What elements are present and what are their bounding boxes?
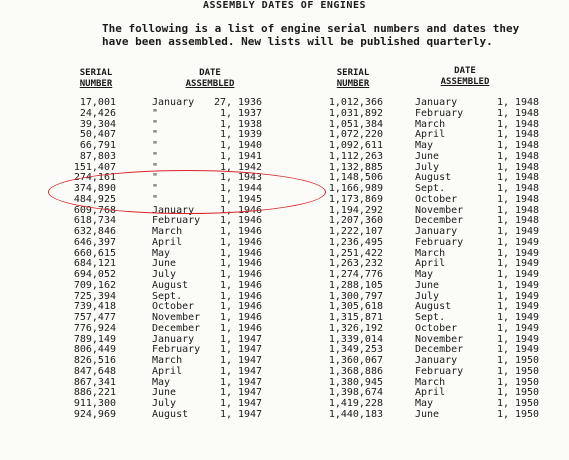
left-date-header (170, 68, 250, 90)
assembly-month: February (415, 236, 464, 248)
serial-number: 66,791 (79, 140, 116, 151)
serial-number: 806,449 (73, 344, 116, 356)
serial-number: 1,398,674 (328, 387, 383, 399)
assembly-year: 1937 (238, 107, 263, 119)
assembly-year: 1946 (238, 301, 263, 313)
assembly-day: 1, (496, 204, 509, 216)
assembly-year: 1948 (515, 118, 540, 130)
serial-number: 684,121 (73, 258, 116, 270)
assembly-year: 1949 (515, 333, 540, 345)
serial-number: 886,221 (73, 387, 116, 399)
assembly-day: 1, (496, 376, 509, 388)
assembly-month: July (415, 290, 440, 302)
assembly-month: May (415, 140, 434, 151)
assembly-day: 1, (496, 312, 509, 323)
assembly-month: August (152, 279, 189, 291)
serial-number: 646,397 (73, 236, 116, 248)
assembly-day: 1, (219, 140, 232, 151)
serial-number: 1,148,506 (328, 172, 383, 184)
table-row (0, 238, 290, 249)
assembly-year: 1945 (238, 193, 263, 205)
serial-number: 725,394 (73, 290, 116, 302)
serial-number: 24,426 (79, 107, 116, 119)
table-row (290, 109, 569, 120)
assembly-day: 1, (219, 258, 232, 270)
serial-number: 757,477 (73, 312, 116, 323)
assembly-month: " (152, 107, 159, 119)
assembly-month: November (415, 333, 464, 345)
assembly-day: 1, (496, 226, 509, 237)
assembly-day: 1, (219, 183, 232, 194)
assembly-month: " (152, 118, 159, 130)
assembly-day: 1, (496, 301, 509, 313)
serial-number: 847,648 (73, 365, 116, 377)
assembly-month: Sept. (152, 290, 183, 302)
serial-number: 1,222,107 (328, 226, 383, 237)
assembly-year: 1949 (515, 279, 540, 291)
assembly-year: 1948 (515, 129, 540, 141)
serial-number: 1,012,366 (328, 97, 383, 108)
assembly-month: December (415, 215, 464, 227)
assembly-month: " (152, 172, 159, 184)
assembly-year: 1946 (238, 215, 263, 227)
table-row (0, 324, 290, 335)
right-date-header-line2: ASSEMBLED (440, 77, 490, 87)
assembly-day: 1, (219, 161, 232, 173)
assembly-year: 1947 (238, 398, 263, 409)
assembly-month: December (152, 322, 201, 334)
serial-number: 87,803 (79, 150, 116, 162)
assembly-month: " (152, 161, 159, 173)
assembly-year: 1949 (515, 226, 540, 237)
assembly-month: May (415, 269, 434, 280)
assembly-month: February (152, 344, 201, 356)
assembly-year: 1940 (238, 140, 263, 151)
assembly-year: 1948 (515, 183, 540, 194)
table-row (290, 238, 569, 249)
table-row (290, 410, 569, 421)
serial-number: 867,341 (73, 376, 116, 388)
assembly-month: Sept. (415, 312, 446, 323)
assembly-year: 1950 (515, 408, 540, 420)
assembly-day: 1, (496, 140, 509, 151)
assembly-day: 1, (219, 226, 232, 237)
assembly-day: 1, (496, 387, 509, 399)
assembly-year: 1948 (515, 172, 540, 184)
assembly-day: 1, (496, 193, 509, 205)
assembly-day: 1, (496, 215, 509, 227)
assembly-day: 1, (496, 398, 509, 409)
serial-number: 1,173,869 (328, 193, 383, 205)
serial-number: 1,288,105 (328, 279, 383, 291)
assembly-month: January (152, 333, 195, 345)
assembly-month: March (415, 247, 446, 259)
serial-number: 1,305,618 (328, 301, 383, 313)
assembly-day: 1, (496, 150, 509, 162)
assembly-day: 1, (219, 150, 232, 162)
assembly-year: 1948 (515, 204, 540, 216)
assembly-month: May (152, 247, 171, 259)
assembly-month: October (415, 322, 458, 334)
assembly-year: 1944 (238, 183, 263, 194)
assembly-month: April (415, 258, 446, 270)
assembly-year: 1943 (238, 172, 263, 184)
assembly-year: 1946 (238, 269, 263, 280)
serial-number: 1,300,797 (328, 290, 383, 302)
intro-paragraph: The following is a list of engine serial numbers and dates they have been assembled. New lists will be published quarterly. (102, 22, 520, 48)
assembly-year: 1948 (515, 161, 540, 173)
serial-number: 660,615 (73, 247, 116, 259)
assembly-year: 1948 (515, 193, 540, 205)
assembly-day: 1, (496, 290, 509, 302)
table-row (0, 367, 290, 378)
assembly-month: " (152, 140, 159, 151)
assembly-day: 1, (219, 322, 232, 334)
assembly-year: 1947 (238, 387, 263, 399)
assembly-month: " (152, 193, 159, 205)
serial-number: 709,162 (73, 279, 116, 291)
assembly-year: 1948 (515, 107, 540, 119)
assembly-year: 1949 (515, 301, 540, 313)
assembly-day: 1, (219, 290, 232, 302)
serial-number: 1,251,422 (328, 247, 383, 259)
assembly-day: 1, (219, 269, 232, 280)
assembly-day: 1, (496, 236, 509, 248)
serial-number: 1,092,611 (328, 140, 383, 151)
assembly-day: 1, (496, 269, 509, 280)
assembly-day: 1, (219, 344, 232, 356)
table-row (290, 152, 569, 163)
assembly-month: January (152, 97, 195, 108)
assembly-month: June (152, 258, 177, 270)
serial-number: 1,349,253 (328, 344, 383, 356)
table-row (0, 410, 290, 421)
assembly-month: January (415, 97, 458, 108)
assembly-year: 1950 (515, 355, 540, 366)
table-row (290, 281, 569, 292)
red-highlight-oval (48, 170, 326, 214)
assembly-month: April (415, 129, 446, 141)
assembly-year: 1941 (238, 150, 263, 162)
assembly-day: 1, (219, 236, 232, 248)
assembly-month: November (152, 312, 201, 323)
serial-number: 1,360,067 (328, 355, 383, 366)
assembly-day: 1, (496, 161, 509, 173)
serial-number: 484,925 (73, 193, 116, 205)
assembly-day: 1, (496, 365, 509, 377)
assembly-year: 1949 (515, 290, 540, 302)
assembly-month: August (415, 301, 452, 313)
assembly-day: 1, (219, 355, 232, 366)
table-row (0, 281, 290, 292)
assembly-year: 1947 (238, 333, 263, 345)
right-serial-header (323, 68, 383, 90)
serial-number: 694,052 (73, 269, 116, 280)
serial-number: 609,768 (73, 204, 116, 216)
assembly-year: 1949 (515, 344, 540, 356)
assembly-month: November (415, 204, 464, 216)
document-title: ASSEMBLY DATES OF ENGINES (202, 0, 366, 11)
serial-number: 151,407 (73, 161, 116, 173)
assembly-day: 1, (219, 279, 232, 291)
assembly-year: 1948 (515, 215, 540, 227)
assembly-year: 1938 (238, 118, 263, 130)
assembly-day: 1, (496, 118, 509, 130)
assembly-day: 1, (496, 247, 509, 259)
assembly-month: April (152, 365, 183, 377)
assembly-day: 1, (219, 247, 232, 259)
assembly-year: 1950 (515, 387, 540, 399)
serial-number: 1,339,014 (328, 333, 383, 345)
assembly-month: July (152, 398, 177, 409)
assembly-day: 1, (219, 204, 232, 216)
serial-number: 1,236,495 (328, 236, 383, 248)
assembly-year: 1947 (238, 355, 263, 366)
assembly-year: 1947 (238, 408, 263, 420)
assembly-day: 1, (219, 387, 232, 399)
assembly-year: 1949 (515, 312, 540, 323)
serial-number: 1,440,183 (328, 408, 383, 420)
assembly-month: " (152, 183, 159, 194)
left-serial-header-line2: NUMBER (79, 79, 113, 89)
assembly-year: 1946 (238, 258, 263, 270)
assembly-day: 1, (496, 258, 509, 270)
assembly-month: April (415, 387, 446, 399)
assembly-year: 1950 (515, 376, 540, 388)
assembly-year: 1946 (238, 226, 263, 237)
assembly-month: July (152, 269, 177, 280)
assembly-year: 1936 (238, 97, 263, 108)
right-serial-header-line2: NUMBER (336, 79, 370, 89)
assembly-month: June (415, 150, 440, 162)
serial-number: 1,031,892 (328, 107, 383, 119)
assembly-year: 1946 (238, 312, 263, 323)
assembly-month: January (415, 226, 458, 237)
serial-number: 374,890 (73, 183, 116, 194)
serial-number: 1,072,220 (328, 129, 383, 141)
assembly-day: 1, (219, 365, 232, 377)
assembly-day: 1, (219, 193, 232, 205)
assembly-year: 1946 (238, 247, 263, 259)
serial-number: 1,207,360 (328, 215, 383, 227)
assembly-year: 1948 (515, 140, 540, 151)
assembly-day: 1, (496, 97, 509, 108)
assembly-day: 1, (496, 129, 509, 141)
assembly-year: 1948 (515, 97, 540, 108)
assembly-year: 1950 (515, 398, 540, 409)
assembly-month: August (415, 172, 452, 184)
assembly-day: 27, (213, 97, 232, 108)
serial-number: 1,326,192 (328, 322, 383, 334)
left-serial-header (70, 68, 122, 90)
assembly-day: 1, (219, 333, 232, 345)
left-serial-list (0, 98, 290, 421)
assembly-year: 1947 (238, 344, 263, 356)
assembly-month: March (152, 355, 183, 366)
serial-number: 739,418 (73, 301, 116, 313)
left-date-header-line1: DATE (199, 68, 221, 78)
serial-number: 1,419,228 (328, 398, 383, 409)
assembly-year: 1942 (238, 161, 263, 173)
assembly-month: April (152, 236, 183, 248)
assembly-month: February (415, 107, 464, 119)
assembly-year: 1946 (238, 322, 263, 334)
assembly-day: 1, (496, 172, 509, 184)
assembly-day: 1, (219, 301, 232, 313)
assembly-day: 1, (219, 215, 232, 227)
assembly-month: " (152, 150, 159, 162)
assembly-day: 1, (496, 333, 509, 345)
table-row (290, 324, 569, 335)
serial-number: 1,368,886 (328, 365, 383, 377)
assembly-year: 1949 (515, 269, 540, 280)
assembly-month: March (415, 118, 446, 130)
assembly-year: 1946 (238, 236, 263, 248)
assembly-month: January (152, 204, 195, 216)
serial-number: 776,924 (73, 322, 116, 334)
assembly-month: February (415, 365, 464, 377)
assembly-year: 1946 (238, 290, 263, 302)
serial-number: 911,300 (73, 398, 116, 409)
table-row (290, 195, 569, 206)
right-serial-header-line1: SERIAL (336, 68, 370, 78)
assembly-month: March (415, 376, 446, 388)
serial-number: 1,051,384 (328, 118, 383, 130)
assembly-month: February (152, 215, 201, 227)
assembly-day: 1, (496, 107, 509, 119)
assembly-month: June (152, 387, 177, 399)
serial-number: 39,304 (79, 118, 116, 130)
assembly-year: 1949 (515, 258, 540, 270)
table-row (0, 109, 290, 120)
serial-number: 1,166,989 (328, 183, 383, 194)
serial-number: 1,274,776 (328, 269, 383, 280)
assembly-day: 1, (496, 279, 509, 291)
table-row (0, 152, 290, 163)
serial-number: 1,112,263 (328, 150, 383, 162)
assembly-day: 1, (219, 118, 232, 130)
right-serial-list (290, 98, 569, 421)
assembly-month: June (415, 279, 440, 291)
assembly-month: October (415, 193, 458, 205)
left-serial-header-line1: SERIAL (79, 68, 113, 78)
assembly-year: 1948 (515, 150, 540, 162)
serial-number: 1,263,232 (328, 258, 383, 270)
assembly-month: June (415, 408, 440, 420)
serial-number: 1,194,292 (328, 204, 383, 216)
assembly-month: May (415, 398, 434, 409)
assembly-day: 1, (219, 172, 232, 184)
assembly-day: 1, (219, 312, 232, 323)
right-date-header (425, 66, 505, 88)
assembly-year: 1946 (238, 279, 263, 291)
assembly-year: 1947 (238, 365, 263, 377)
assembly-day: 1, (496, 183, 509, 194)
assembly-day: 1, (496, 355, 509, 366)
assembly-year: 1947 (238, 376, 263, 388)
assembly-day: 1, (496, 408, 509, 420)
assembly-month: " (152, 129, 159, 141)
assembly-month: May (152, 376, 171, 388)
assembly-year: 1949 (515, 322, 540, 334)
serial-number: 17,001 (79, 97, 116, 108)
assembly-day: 1, (496, 322, 509, 334)
serial-number: 50,407 (79, 129, 116, 141)
assembly-year: 1946 (238, 204, 263, 216)
assembly-day: 1, (219, 107, 232, 119)
serial-number: 826,516 (73, 355, 116, 366)
assembly-month: October (152, 301, 195, 313)
right-date-header-line1: DATE (454, 66, 476, 76)
assembly-day: 1, (219, 398, 232, 409)
assembly-month: January (415, 355, 458, 366)
assembly-month: July (415, 161, 440, 173)
assembly-month: March (152, 226, 183, 237)
assembly-year: 1949 (515, 236, 540, 248)
assembly-day: 1, (496, 344, 509, 356)
assembly-year: 1949 (515, 247, 540, 259)
assembly-year: 1950 (515, 365, 540, 377)
assembly-month: Sept. (415, 183, 446, 194)
table-row (290, 367, 569, 378)
serial-number: 924,969 (73, 408, 116, 420)
assembly-day: 1, (219, 376, 232, 388)
left-date-header-line2: ASSEMBLED (185, 79, 235, 89)
assembly-month: August (152, 408, 189, 420)
serial-number: 789,149 (73, 333, 116, 345)
assembly-day: 1, (219, 408, 232, 420)
serial-number: 1,380,945 (328, 376, 383, 388)
serial-number: 618,734 (73, 215, 116, 227)
serial-number: 1,315,871 (328, 312, 383, 323)
serial-number: 632,846 (73, 226, 116, 237)
assembly-day: 1, (219, 129, 232, 141)
assembly-year: 1939 (238, 129, 263, 141)
assembly-month: December (415, 344, 464, 356)
serial-number: 1,132,885 (328, 161, 383, 173)
serial-number: 274,161 (73, 172, 116, 184)
